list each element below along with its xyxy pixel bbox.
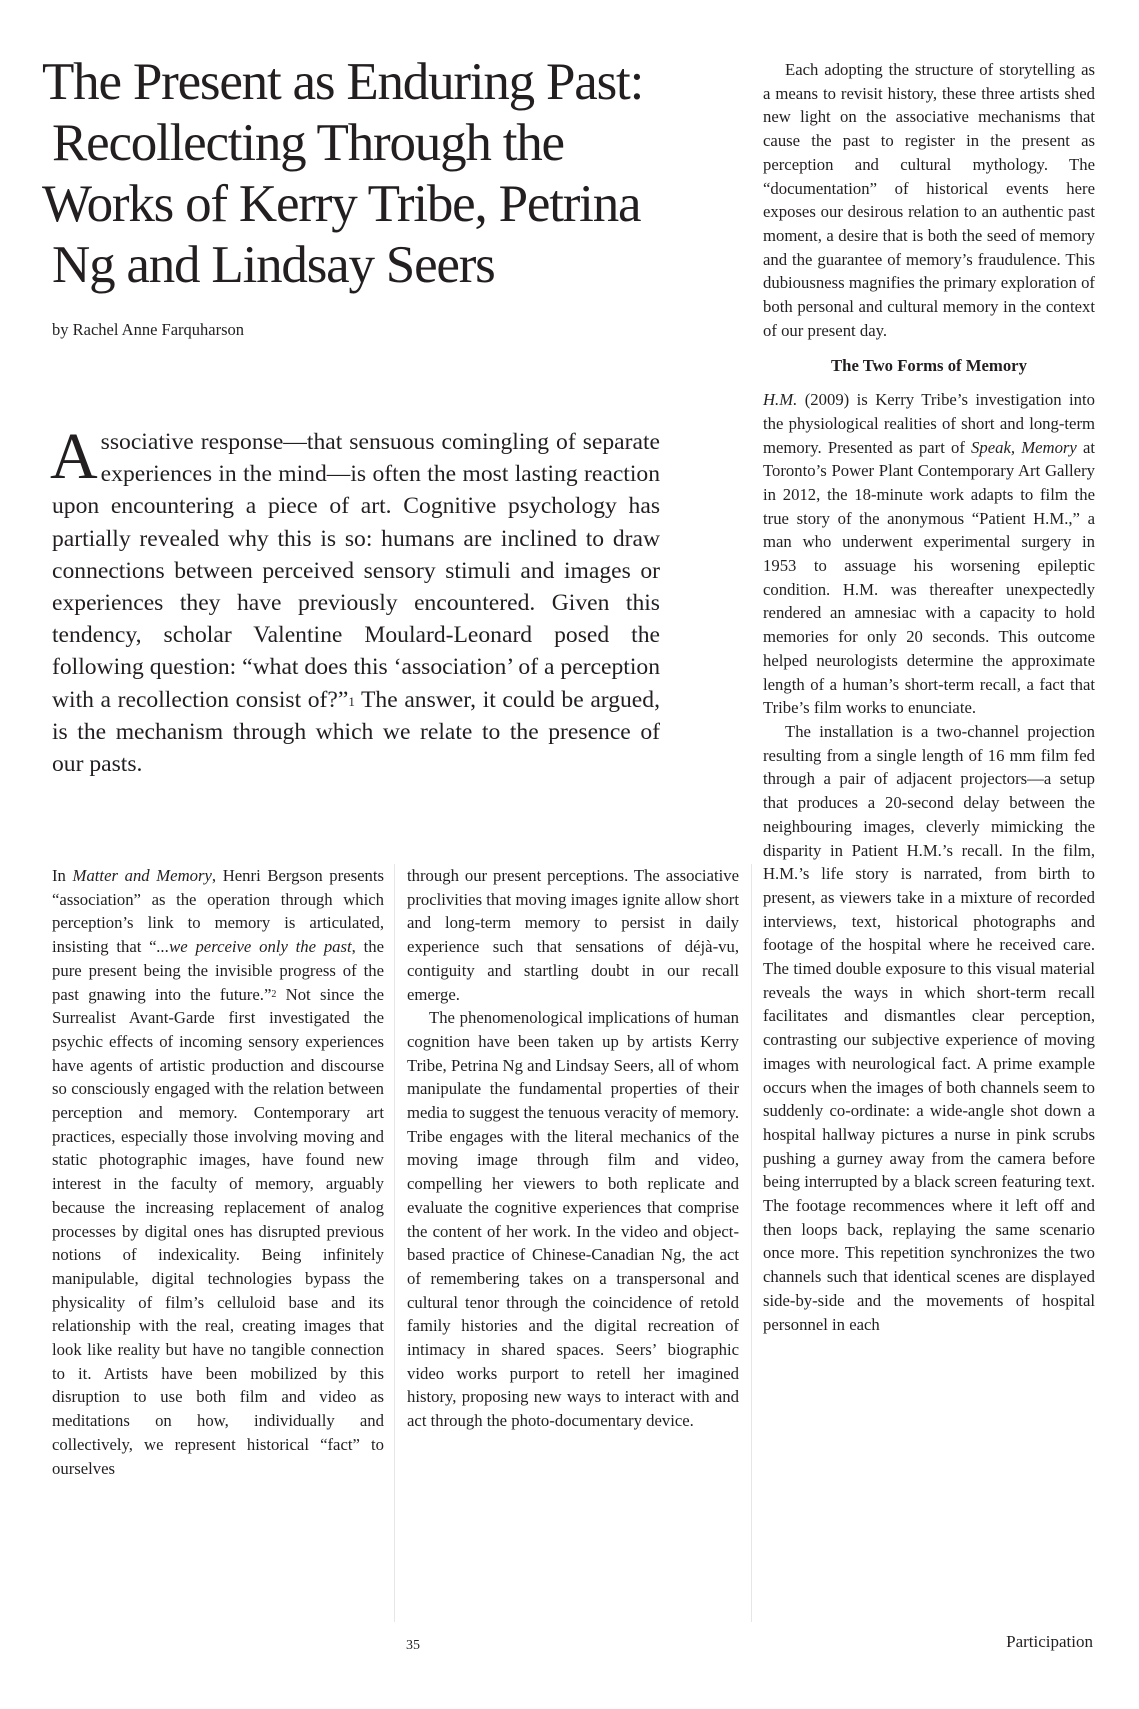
column3-text-b: at Toronto’s Power Plant Contemporary Art Gallery in 2012, the 18-minute work adapts to film the true story of the anonymous “Patient H.M.,” a man who underwent experimental surgery in 1953 to assuage his worsening epileptic condition. H.M. was thereafter unexpectedly rendered an amnesiac with a capacity to hold memories for only 20 seconds. This outcome helped neurologists determine the approximate length of a human’s short-term recall, a fact that Tribe’s film works to enunciate.: [763, 437, 1095, 718]
title-line-1: The Present as Enduring Past:: [42, 53, 644, 111]
column-divider-1: [394, 864, 395, 1622]
body-column-2: [407, 864, 739, 1433]
column3-paragraph-1: Each adopting the structure of storytelling as a means to revisit history, these three artists shed new light on the associative mechanisms that cause the past to register in the present as perception and cultural mythology. The “documentation” of historical events here exposes our desirous relation to an authentic past moment, a desire that is both the seed of memory and the guarantee of memory’s fraudulence. This dubiousness magnifies the primary exploration of both personal and cultural memory in the context of our present day.: [763, 60, 1095, 340]
column3-paragraph-3: The installation is a two-channel projection resulting from a single length of 16 mm film fed through a pair of adjacent projectors—a setup that produces a 20-second delay between the neighbouring images, cleverly mimicking the disparity in Patient H.M.’s recall. In the film, H.M.’s life story is narrated, from birth to present, as viewers take in a mixture of recorded interviews, text, historical photographs and footage of the hospital where he received care. The timed double exposure to this visual material reveals the ways in which short-term recall facilitates and dismantles clear perception, contrasting our subjective experience of moving images with neurological fact. A prime example occurs when the images of both channels seem to suddenly co-ordinate: a wide-angle shot down a hospital hallway pictures a nurse in pink scrubs pushing a gurney away from the camera before being interrupted by a black screen featuring text. The footage recommences where it left off and then loops back, replaying the same scenario once more. This repetition synchronizes the two channels such that identical scenes are displayed side-by-side and the movements of hospital personnel in each: [763, 721, 1095, 1334]
column2-paragraph-2: The phenomenological implications of human cognition have been taken up by artists Kerry Tribe, Petrina Ng and Lindsay Seers, all of whom manipulate the fundamental properties of their media to suggest the tenuous veracity of memory. Tribe engages with the literal mechanics of the moving image through film and video, compelling her viewers to both replicate and evaluate the cognitive experiences that comprise the content of her work. In the video and object-based practice of Chinese-Canadian Ng, the act of remembering takes on a transpersonal and cultural tenor through the coincidence of retold family histories and the digital recreation of intimacy in shared spaces. Seers’ biographic video works purport to retell her imagined history, proposing new ways to interact with and act through the photo-documentary device.: [407, 1008, 739, 1431]
column3-text-a: (2009) is Kerry Tribe’s investigation into the physiological realities of short and long-term memory. Presented as part of: [763, 390, 1095, 457]
footnote-marker-2[interactable]: 2: [271, 988, 277, 1000]
section-footer: Participation: [1006, 1632, 1093, 1651]
lede-text-b: The answer, it could be argued, is the mechanism through which we relate to the presence of our pasts.: [52, 686, 660, 778]
page-number: 35: [406, 1638, 420, 1653]
byline: by Rachel Anne Farquharson: [52, 320, 244, 339]
title-line-3: Works of Kerry Tribe, Petrina: [42, 175, 641, 233]
column1-text-b: , the pure present being the invisible progress of the past gnawing into the future.”: [52, 937, 384, 1004]
title-line-2: Recollecting Through the: [52, 114, 564, 172]
column-divider-2: [751, 864, 752, 1622]
exhibition-title-speak-memory: Speak, Memory: [971, 437, 1077, 457]
bergson-quote: ...we perceive only the past: [156, 937, 352, 957]
book-title-matter-and-memory: Matter and Memory: [72, 866, 212, 885]
column1-text-a: , Henri Bergson presents “association” as the operation through which perception’s link to memory is articulated, insisting that “: [52, 866, 384, 957]
work-title-hm: H.M.: [763, 390, 798, 410]
column1-paragraph-1: [52, 864, 384, 1480]
footnote-marker-1[interactable]: 1: [348, 693, 355, 709]
body-column-3: [763, 58, 1095, 1336]
article-title: [42, 52, 702, 296]
lede-paragraph: [50, 420, 660, 780]
body-column-1: [52, 864, 384, 1480]
title-line-4: Ng and Lindsay Seers: [52, 236, 495, 294]
section-heading: The Two Forms of Memory: [831, 356, 1027, 376]
column1-text-intro: In: [52, 866, 73, 885]
drop-cap: A: [50, 420, 98, 493]
column2-paragraph-1: through our present perceptions. The associative proclivities that moving images ignite allow short and long-term memory to persist in daily experience such that sensations of déjà-vu, contiguity and startling doubt in our recall emerge.: [407, 866, 739, 1004]
lede-text-a: ssociative response—that sensuous comingling of separate experiences in the mind—is often the most lasting reaction upon encountering a piece of art. Cognitive psychology has partially revealed why this is so: humans are inclined to draw connections between perceived sensory stimuli and images or experiences they have previously encountered. Given this tendency, scholar Valentine Moulard-Leonard posed the following question: “what does this ‘association’ of a perception with a recollection consist of?”: [52, 429, 660, 713]
column3-paragraph-2: [763, 388, 1095, 720]
column1-text-c: Not since the Surrealist Avant-Garde first investigated the psychic effects of incoming sensory experiences have agents of artistic production and discourse so consciously engaged with the relation between perception and memory. Contemporary art practices, especially those involving moving and static photographic images, have found new interest in the faculty of memory, arguably because the increasing replacement of analog processes by digital ones has disrupted previous notions of indexicality. Being infinitely manipulable, digital technologies bypass the physicality of film’s celluloid base and its relationship with the real, creating images that look like reality but have no tangible connection to it. Artists have been mobilized by this disruption to use both film and video as meditations on how, individually and collectively, we represent historical “fact” to ourselves: [52, 984, 384, 1478]
